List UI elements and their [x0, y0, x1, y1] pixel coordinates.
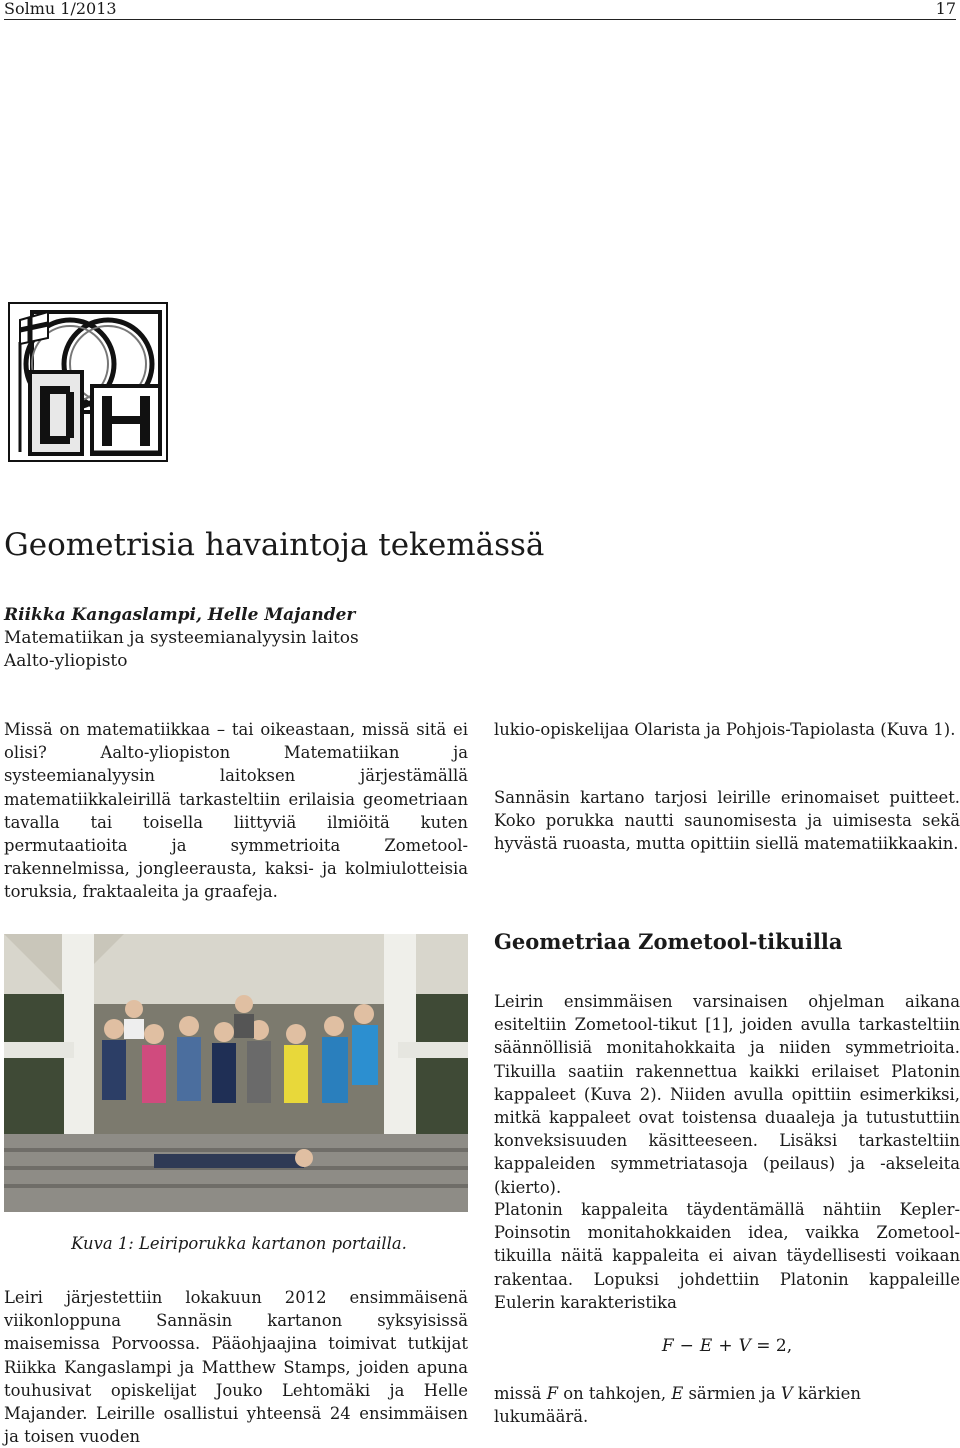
formula-v: V: [738, 1336, 751, 1356]
continuation-block: [494, 718, 960, 741]
page-number: 17: [935, 0, 956, 18]
tail-mid2: särmien ja: [688, 1384, 776, 1403]
figure-1-photo: [4, 934, 468, 1212]
formula-plus: +: [718, 1336, 733, 1356]
formula-tail-block: [494, 1382, 960, 1428]
tail-mid1: on tahkojen,: [563, 1384, 667, 1403]
tail-prefix: missä: [494, 1384, 542, 1403]
manor-paragraph: Sannäsin kartano tarjosi leirille erinomaiset puitteet. Koko porukka nautti saunomisesta ja uimisesta sekä hyvästä ruoasta, mutta opittiin siellä matematiikkaakin.: [494, 788, 960, 854]
intro-paragraph: Missä on matematiikkaa – tai oikeastaan, missä sitä ei olisi? Aalto-yliopiston Matematiikan ja systeemianalyysin laitoksen järjestämällä matematiikkaleirillä tarkasteltiin erilaisia geometriaan tavalla tai toisella liittyviä ilmiöitä kuten permutaatioita ja symmetrioita Zometool-rakennelmissa, jongleerausta, kaksi- ja kolmiulotteisia toruksia, fraktaaleita ja graafeja.: [4, 720, 468, 902]
formula-tail-paragraph: [494, 1382, 960, 1428]
affiliation-department: Matematiikan ja systeemianalyysin laitos: [4, 628, 359, 648]
camp-paragraph-block: [4, 1286, 468, 1448]
tail-var-v: V: [780, 1384, 793, 1403]
formula-equals-two: = 2,: [756, 1336, 793, 1356]
formula-f: F: [661, 1336, 674, 1356]
zometool-block: [494, 990, 960, 1199]
affiliation-university: Aalto-yliopisto: [4, 651, 128, 671]
euler-formula: [494, 1334, 960, 1358]
tail-suffix: kärkien lukumäärä.: [494, 1384, 861, 1427]
section-title-zometool: Geometriaa Zometool-tikuilla: [494, 929, 843, 954]
header-rule: [4, 19, 956, 20]
manor-block: [494, 786, 960, 856]
journal-issue: Solmu 1/2013: [4, 0, 117, 18]
article-title: Geometrisia havaintoja tekemässä: [4, 527, 545, 563]
formula-minus: −: [679, 1336, 694, 1356]
formula-e: E: [699, 1336, 713, 1356]
solmu-logo-icon: [8, 302, 168, 462]
tail-var-f: F: [546, 1384, 558, 1403]
article-authors: Riikka Kangaslampi, Helle Majander: [4, 605, 356, 625]
platonic-paragraph: Platonin kappaleita täydentämällä nähtiin Kepler-Poinsotin monitahokkaiden idea, vaikka Zometool-tikuilla näitä kappaleita ei aivan täydellisesti voikaan rakentaa. Lopuksi johdettiin Platonin kappaleille Eulerin karakteristika: [494, 1200, 960, 1312]
continuation-paragraph: lukio-opiskelijaa Olarista ja Pohjois-Tapiolasta (Kuva 1).: [494, 720, 956, 739]
zometool-paragraph: Leirin ensimmäisen varsinaisen ohjelman aikana esiteltiin Zometool-tikut [1], joiden avulla tarkasteltiin säännöllisiä monitahokkaita ja niiden symmetrioita. Tikuilla saatiin rakennettua kaikki erilaiset Platonin kappaleet (Kuva 2). Niiden avulla opittiin esimerkiksi, mitkä kappaleet ovat toistensa duaaleja ja tutustuttiin konveksisuuden käsitteeseen. Lisäksi tarkasteltiin kappaleiden symmetriatasoja (peilaus) ja -akseleita (kierto).: [494, 992, 960, 1197]
platonic-block: [494, 1198, 960, 1314]
intro-paragraph-block: [4, 718, 468, 904]
running-header: [4, 0, 956, 20]
tail-var-e: E: [671, 1384, 684, 1403]
figure-1-caption: Kuva 1: Leiriporukka kartanon portailla.: [71, 1234, 407, 1253]
camp-paragraph: Leiri järjestettiin lokakuun 2012 ensimmäisenä viikonloppuna Sannäsin kartanon syksyisissä maisemissa Porvoossa. Pääohjaajina toimivat tutkijat Riikka Kangaslampi ja Matthew Stamps, joiden apuna touhusivat opiskelijat Jouko Lehtomäki ja Helle Majander. Leirille osallistui yhteensä 24 ensimmäisen ja toisen vuoden: [4, 1288, 468, 1447]
